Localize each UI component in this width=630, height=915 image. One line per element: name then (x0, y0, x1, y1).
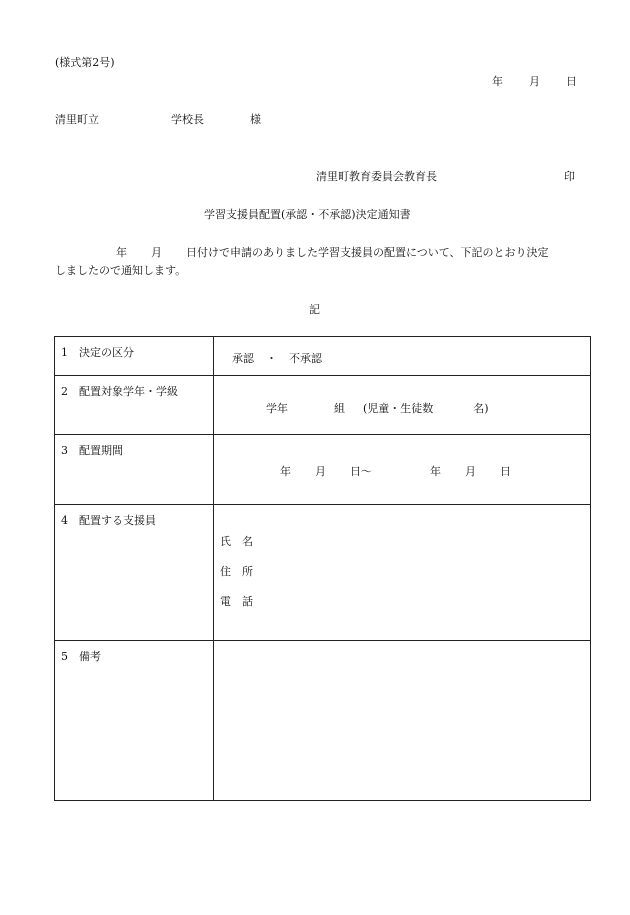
grade-label: 学年 (266, 402, 288, 415)
end-year: 年 (430, 465, 441, 478)
label-remarks: 5 備考 (55, 641, 214, 801)
date-day: 日 (566, 75, 577, 88)
staff-name-label: 氏 名 (220, 535, 253, 548)
start-year: 年 (280, 465, 291, 478)
body-month: 月 (151, 246, 162, 259)
table-row-decision (55, 337, 591, 376)
seal-mark: 印 (564, 170, 575, 183)
staff-address-label: 住 所 (220, 565, 253, 578)
value-support-staff (214, 505, 591, 641)
staff-phone-label: 電 話 (220, 595, 253, 608)
addressee (55, 114, 261, 125)
document-title: 学習支援員配置(承認・不承認)決定通知書 (204, 208, 411, 221)
start-day: 日〜 (350, 465, 372, 478)
addressee-principal: 学校長 (171, 113, 204, 126)
addressee-honorific: 様 (250, 113, 261, 126)
sender-name: 清里町教育委員会教育長 (316, 170, 437, 183)
table-row-period (55, 435, 591, 505)
count-unit: 名) (473, 402, 489, 415)
label-decision: 1 決定の区分 (55, 337, 214, 376)
label-support-staff: 4 配置する支援員 (55, 505, 214, 641)
table-row-grade-class (55, 376, 591, 435)
table-row-remarks (55, 641, 591, 801)
option-separator: ・ (266, 352, 277, 365)
value-grade-class (214, 376, 591, 435)
table-row-support-staff (55, 505, 591, 641)
body-line-1 (116, 247, 549, 258)
label-period: 3 配置期間 (55, 435, 214, 505)
start-month: 月 (315, 465, 326, 478)
ki-heading: 記 (309, 303, 320, 316)
body-year: 年 (116, 246, 127, 259)
approve-option: 承認 (232, 352, 254, 365)
end-month: 月 (465, 465, 476, 478)
value-period (214, 435, 591, 505)
label-grade-class: 2 配置対象学年・学級 (55, 376, 214, 435)
body-line-2: しましたので通知します。 (55, 264, 187, 277)
decision-table (54, 336, 591, 801)
value-remarks (214, 641, 591, 801)
date-year: 年 (492, 75, 503, 88)
date-month: 月 (529, 75, 540, 88)
disapprove-option: 不承認 (289, 352, 322, 365)
student-count-label: (児童・生徒数 (363, 402, 434, 415)
end-day: 日 (500, 465, 511, 478)
form-number: (様式第2号) (55, 56, 115, 69)
class-label: 組 (334, 402, 345, 415)
date-line (492, 76, 577, 87)
value-decision (214, 337, 591, 376)
body-text: 日付けで申請のありました学習支援員の配置について、下記のとおり決定 (186, 246, 549, 259)
addressee-town-school: 清里町立 (55, 113, 99, 126)
